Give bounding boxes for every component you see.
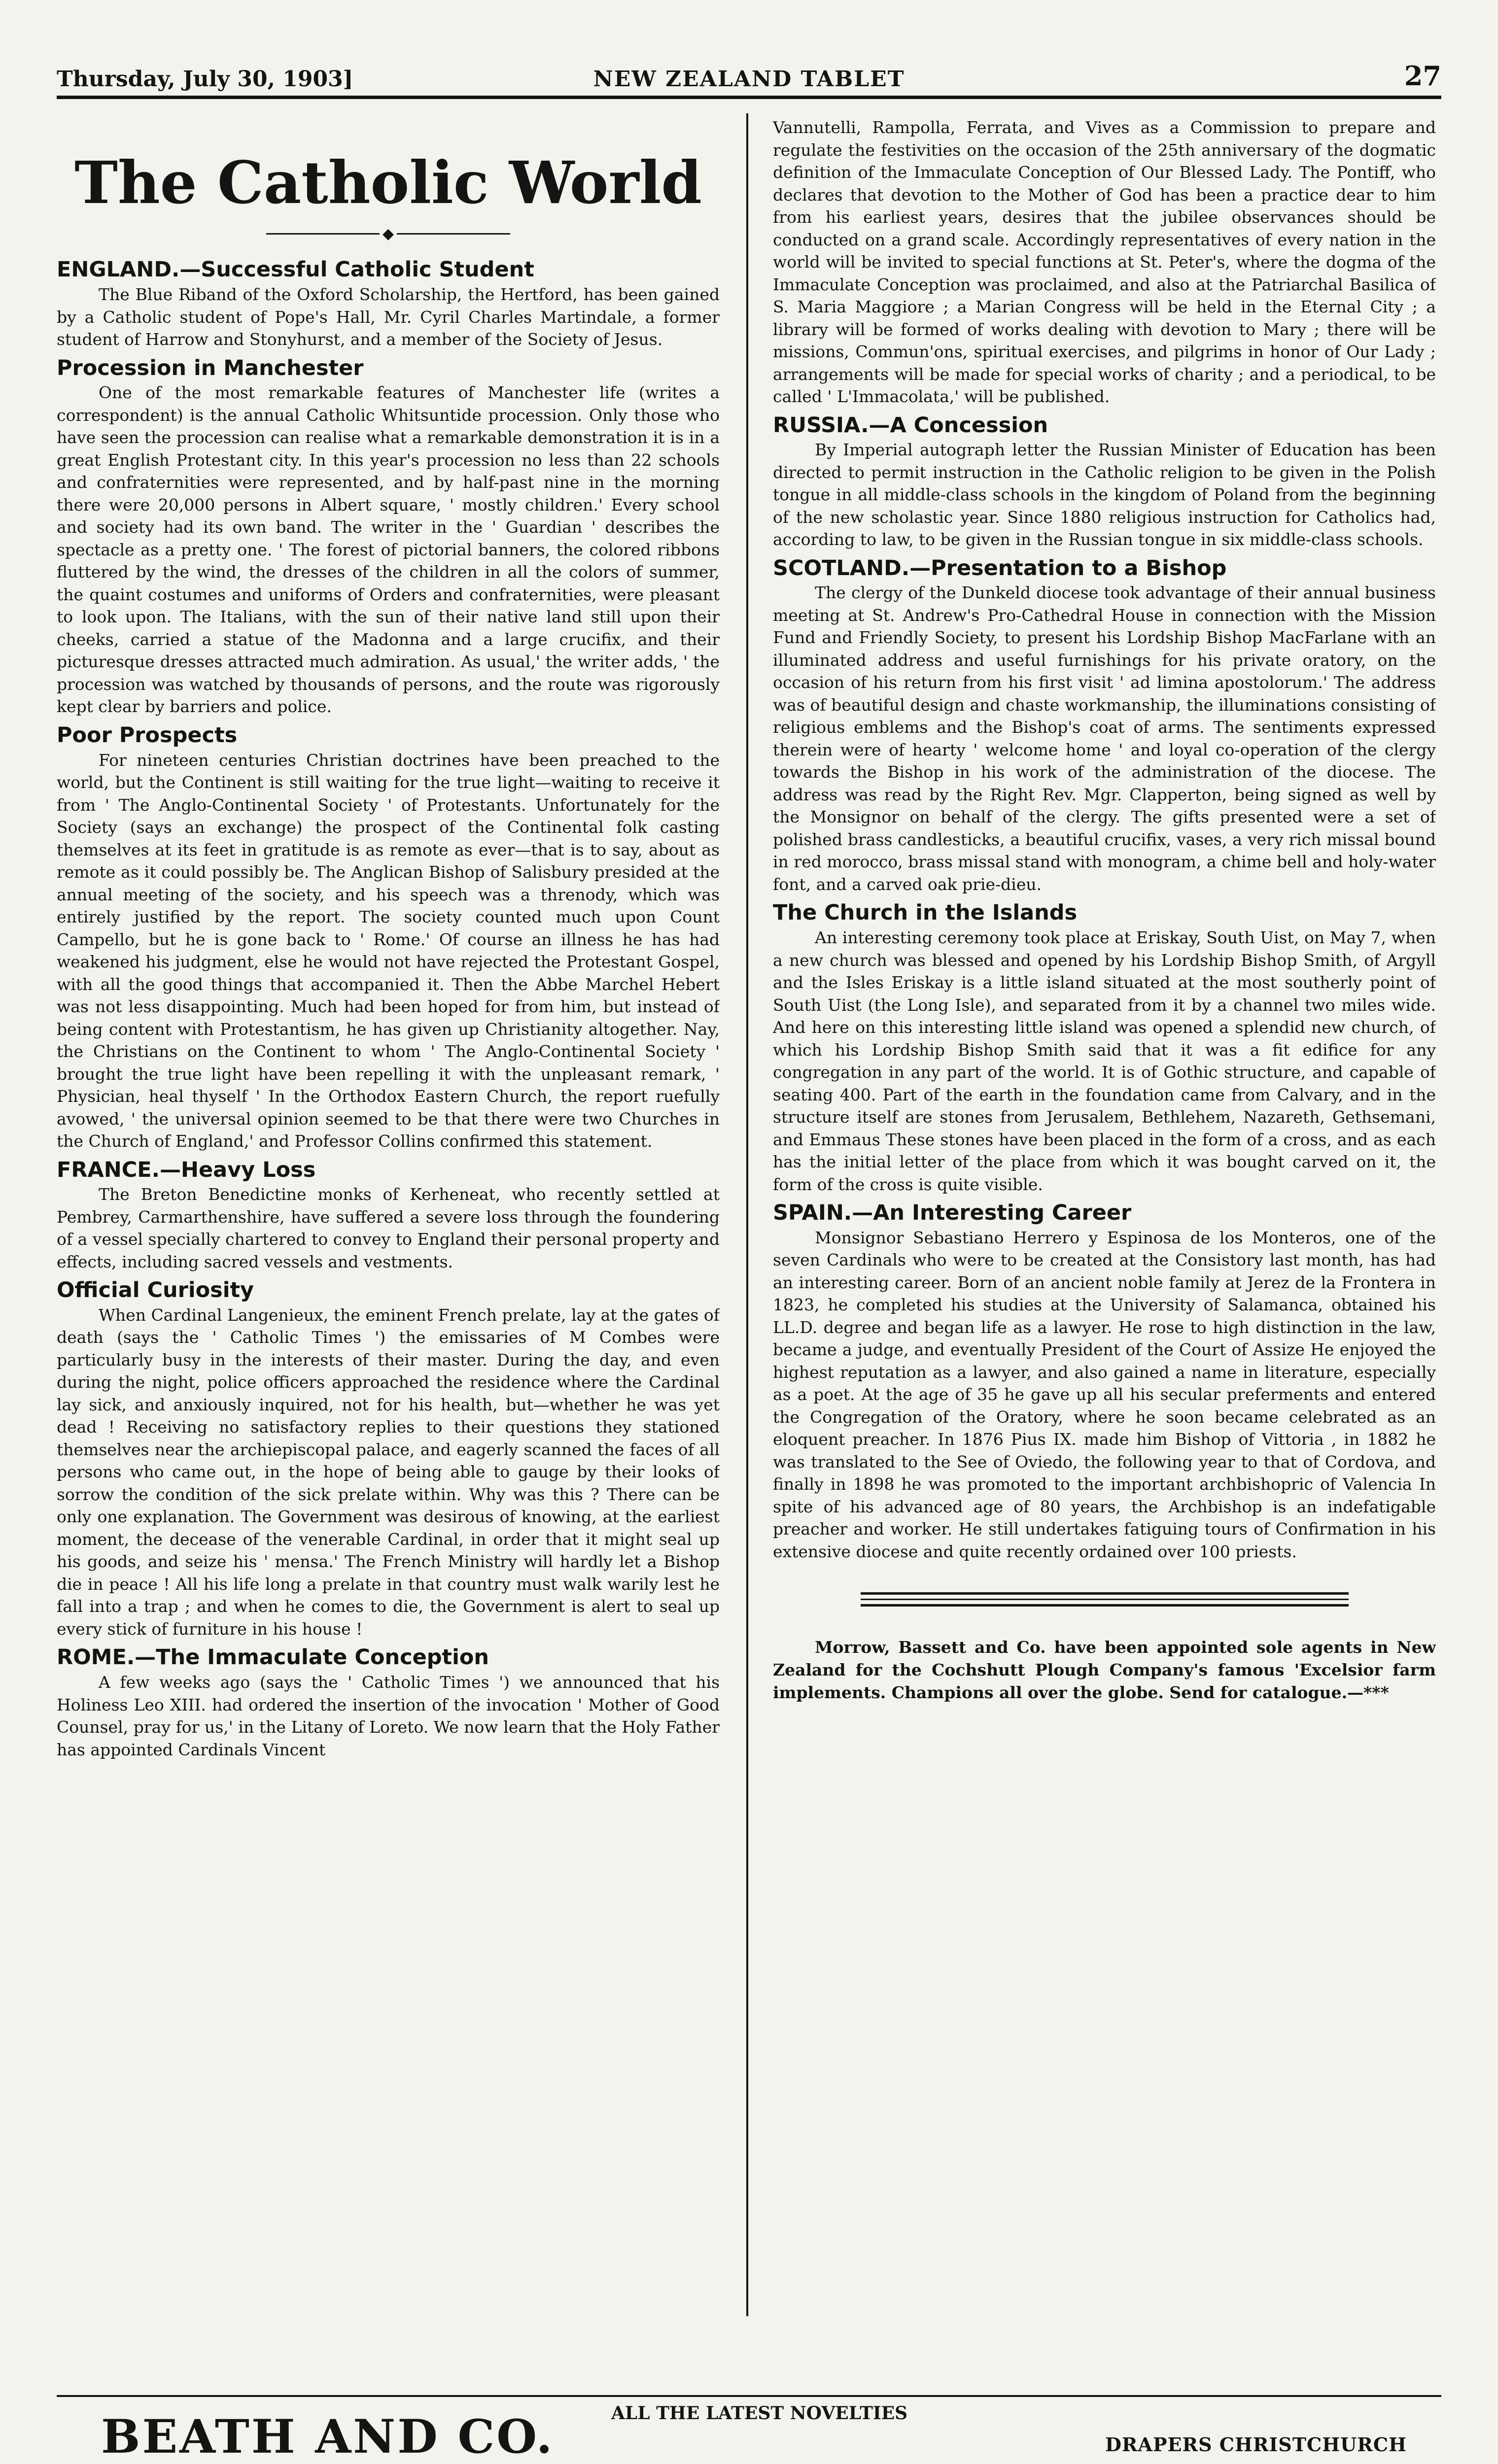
rome-continuation: Vannutelli, Rampolla, Ferrata, and Vives as a Commission to prepare and regulate the festivities on the occasion of the 25th anniversary of the dogmatic definition of the Immaculate Conception of Our Blessed Lady. The Pontiff, who declares that devotion to the Mother of God has been a practice dear to him from his earliest years, desires that the jubilee observances should be conducted on a grand scale. Accordingly representatives of every nation in the world will be invited to special functions at St. Peter's, where the dogma of the Immaculate Conception was proclaimed, and also at the Patriarchal Basilica of S. Maria Maggiore ; a Marian Congress will be held in the Eternal City ; a library will be formed of works dealing with devotion to Mary ; there will be missions, Commun'ons, spiritual exercises, and pilgrims in honor of Our Lady ; arrangements will be made for special works of charity ; and a periodical, to be called ' L'Immacolata,' will be published. bbox=[773, 118, 1436, 406]
article-heading: ENGLAND.—Successful Catholic Student bbox=[57, 257, 534, 282]
page-header bbox=[57, 53, 1441, 99]
article-manchester bbox=[57, 356, 720, 718]
left-column bbox=[57, 116, 720, 2309]
article-russia bbox=[773, 413, 1436, 551]
masthead: The Catholic World bbox=[74, 148, 702, 217]
article-heading: RUSSIA.—A Concession bbox=[773, 412, 1048, 438]
article-england bbox=[57, 257, 720, 350]
article-body: An interesting ceremony took place at Eriskay, South Uist, on May 7, when a new church was blessed and opened by his Lordship Bishop Smith, of Argyll and the Isles Eriskay is a little island situated at the most southerly point of South Uist (the Long Isle), and separated from it by a channel two miles wide. And here on this interesting little island was opened a splendid new church, of which his Lordship Bishop Smith said that it was a fit edifice for any congregation in any part of the world. It is of Gothic structure, and capable of seating 400. Part of the earth in the foundation came from Calvary, and in the structure itself are stones from Jerusalem, Bethlehem, Nazareth, Gethsemani, and Emmaus These stones have been placed in the form of a cross, and as each has the initial letter of the place from which it was bought carved on it, the form of the cross is quite visible. bbox=[773, 928, 1436, 1194]
article-body: The Blue Riband of the Oxford Scholarship, the Hertford, has been gained by a Catholic student of Pope's Hall, Mr. Cyril Charles Martindale, a former student of Harrow and Stonyhurst, and a member of the Society of Jesus. bbox=[57, 285, 720, 349]
article-body: For nineteen centuries Christian doctrines have been preached to the world, but the Continent is still waiting for the true light—waiting to receive it from ' The Anglo-Continental Society ' of Protestants. Unfortunately for the Society (says an exchange) the prospect of the Continental folk casting themselves at its feet in gratitude is as remote as ever—that is to say, about as remote as it could possibly be. The Anglican Bishop of Salisbury presided at the annual meeting of the society, and his speech was a threnody, which was entirely justified by the report. The society counted much upon Count Campello, but he is gone back to ' Rome.' Of course an illness he has had weakened his judgment, else he would not have rejected the Protestant Gospel, with all the good things that accompanied it. Then the Abbe Marchel Hebert was not less disappointing. Much had been hoped for from him, but instead of being content with Protestantism, he has given up Christianity altogether. Nay, the Christians on the Continent to whom ' The Anglo-Continental Society ' brought the true light have been repelling it with the unpleasant remark, ' Physician, heal thyself ' In the Orthodox Eastern Church, the report ruefully avowed, ' the universal opinion seemed to be that there were two Churches in the Church of England,' and Professor Collins confirmed this statement. bbox=[57, 750, 720, 1151]
advertiser-name: BEATH AND CO. bbox=[101, 2410, 555, 2464]
article-france bbox=[57, 1158, 720, 1273]
divider bbox=[861, 1592, 1349, 1607]
article-body: Monsignor Sebastiano Herrero y Espinosa de los Monteros, one of the seven Cardinals who were to be created at the Consistory last month, has had an interesting career. Born of an ancient noble family at Jerez de la Frontera in 1823, he completed his studies at the University of Salamanca, obtained his LL.D. degree and began life as a lawyer. He rose to high distinction in the law, became a judge, and eventually President of the Court of Assize He enjoyed the highest reputation as a lawyer, and also gained a name in literature, especially as a poet. At the age of 35 he gave up all his secular preferments and entered the Congregation of the Oratory, where he soon became celebrated as an eloquent preacher. In 1876 Pius IX. made him Bishop of Vittoria , in 1882 he was translated to the See of Oviedo, the following year to that of Cordova, and finally in 1898 he was promoted to the important archbishopric of Valencia In spite of his advanced age of 80 years, the Archbishop is an indefatigable preacher and worker. He still undertakes fatiguing tours of Confirmation in his extensive diocese and quite recently ordained over 100 priests. bbox=[773, 1228, 1436, 1561]
advert-trade: DRAPERS CHRISTCHURCH bbox=[1105, 2433, 1407, 2456]
footer-advert bbox=[57, 2400, 1441, 2464]
article-heading: Procession in Manchester bbox=[57, 355, 364, 380]
advert-tagline: ALL THE LATEST NOVELTIES bbox=[611, 2403, 908, 2424]
issue-date: Thursday, July 30, 1903] bbox=[57, 67, 353, 92]
article-heading: FRANCE.—Heavy Loss bbox=[57, 1157, 316, 1182]
article-heading: SCOTLAND.—Presentation to a Bishop bbox=[773, 555, 1227, 581]
page-number: 27 bbox=[1404, 60, 1441, 92]
diamond-icon: ◆ bbox=[382, 225, 394, 243]
article-spain bbox=[773, 1200, 1436, 1563]
footer-rule bbox=[57, 2395, 1441, 2397]
right-column bbox=[773, 116, 1436, 2309]
article-official-curiosity bbox=[57, 1278, 720, 1640]
article-heading: ROME.—The Immaculate Conception bbox=[57, 1645, 489, 1670]
article-rome bbox=[57, 1645, 720, 1761]
article-heading: Poor Prospects bbox=[57, 722, 238, 748]
article-poor-prospects bbox=[57, 723, 720, 1153]
article-body: A few weeks ago (says the ' Catholic Times ') we announced that his Holiness Leo XIII. had ordered the insertion of the invocation ' Mother of Good Counsel, pray for us,' in the Litany of Loreto. We now learn that the Holy Father has appointed Cardinals Vincent bbox=[57, 1673, 720, 1759]
column-rule bbox=[746, 113, 748, 2316]
advert-notice: Morrow, Bassett and Co. have been appointed sole agents in New Zealand for the Cochshutt Plough Company's famous 'Excelsior farm implements. Champions all over the globe. Send for catalogue.—*** bbox=[773, 1638, 1436, 1703]
publication-title: NEW ZEALAND TABLET bbox=[593, 67, 905, 92]
article-islands bbox=[773, 900, 1436, 1196]
article-body: When Cardinal Langenieux, the eminent French prelate, lay at the gates of death (says the ' Catholic Times ') the emissaries of M Combes were particularly busy in the interests of their master. During the day, and even during the night, police officers approached the residence where the Cardinal lay sick, and anxiously inquired, not for his health, but—whether he was yet dead ! Receiving no satisfactory replies to their questions they stationed themselves near the archiepiscopal palace, and eagerly scanned the faces of all persons who came out, in the hope of being able to gauge by their looks of sorrow the condition of the sick prelate within. Why was this ? There can be only one explanation. The Government was desirous of knowing, at the earliest moment, the decease of the venerable Cardinal, in order that it might seal up his goods, and seize his ' mensa.' The French Ministry will hardly let a Bishop die in peace ! All his life long a prelate in that country must walk warily lest he fall into a trap ; and when he comes to die, the Government is alert to seal up every stick of furniture in his house ! bbox=[57, 1305, 720, 1639]
article-scotland bbox=[773, 556, 1436, 896]
article-heading: The Church in the Islands bbox=[773, 900, 1078, 925]
article-body: One of the most remarkable features of Manchester life (writes a correspondent) is the annual Catholic Whitsuntide procession. Only those who have seen the procession can realise what a remarkable demonstration it is in a great English Protestant city. In this year's procession no less than 22 schools and confraternities were represented, and by half-past nine in the morning there were 20,000 persons in Albert square, ' mostly children.' Every school and society had its own band. The writer in the ' Guardian ' describes the spectacle as a pretty one. ' The forest of pictorial banners, the colored ribbons fluttered by the wind, the dresses of the children in all the colors of summer, the quaint costumes and uniforms of Orders and confraternities, were pleasant to look upon. The Italians, with the sun of their native land still upon their cheeks, carried a statue of the Madonna and a large crucifix, and their picturesque dresses attracted much admiration. As usual,' the writer adds, ' the procession was watched by thousands of persons, and the route was rigorously kept clear by barriers and police. bbox=[57, 383, 720, 717]
article-heading: Official Curiosity bbox=[57, 1278, 254, 1303]
article-body: By Imperial autograph letter the Russian Minister of Education has been directed to permit instruction in the Catholic religion to be given in the Polish tongue in all middle-class schools in the kingdom of Poland from the beginning of the new scholastic year. Since 1880 religious instruction for Catholics had, according to law, to be given in the Russian tongue in six middle-class schools. bbox=[773, 440, 1436, 549]
article-heading: SPAIN.—An Interesting Career bbox=[773, 1200, 1132, 1226]
article-body: The Breton Benedictine monks of Kerheneat, who recently settled at Pembrey, Carmarthenshire, have suffered a severe loss through the foundering of a vessel specially chartered to convey to England their personal property and effects, including sacred vessels and vestments. bbox=[57, 1185, 720, 1271]
masthead-ornament bbox=[57, 225, 720, 243]
article-body: The clergy of the Dunkeld diocese took advantage of their annual business meeting at St. Andrew's Pro-Cathedral House in connection with the Mission Fund and Friendly Society, to present his Lordship Bishop MacFarlane with an illuminated address and useful furnishings for his private oratory, on the occasion of his return from his first visit ' ad limina apostolorum.' The address was of beautiful design and chaste workmanship, the illuminations consisting of religious emblems and the Bishop's coat of arms. The sentiments expressed therein were of hearty ' welcome home ' and loyal co-operation of the clergy towards the Bishop in his work of the administration of the diocese. The address was read by the Right Rev. Mgr. Clapperton, being signed as well by the Monsignor on behalf of the clergy. The gifts presented were a set of polished brass candlesticks, a beautiful crucifix, vases, a very rich missal bound in red morocco, brass missal stand with monogram, a chime bell and holy-water font, and a carved oak prie-dieu. bbox=[773, 583, 1436, 894]
